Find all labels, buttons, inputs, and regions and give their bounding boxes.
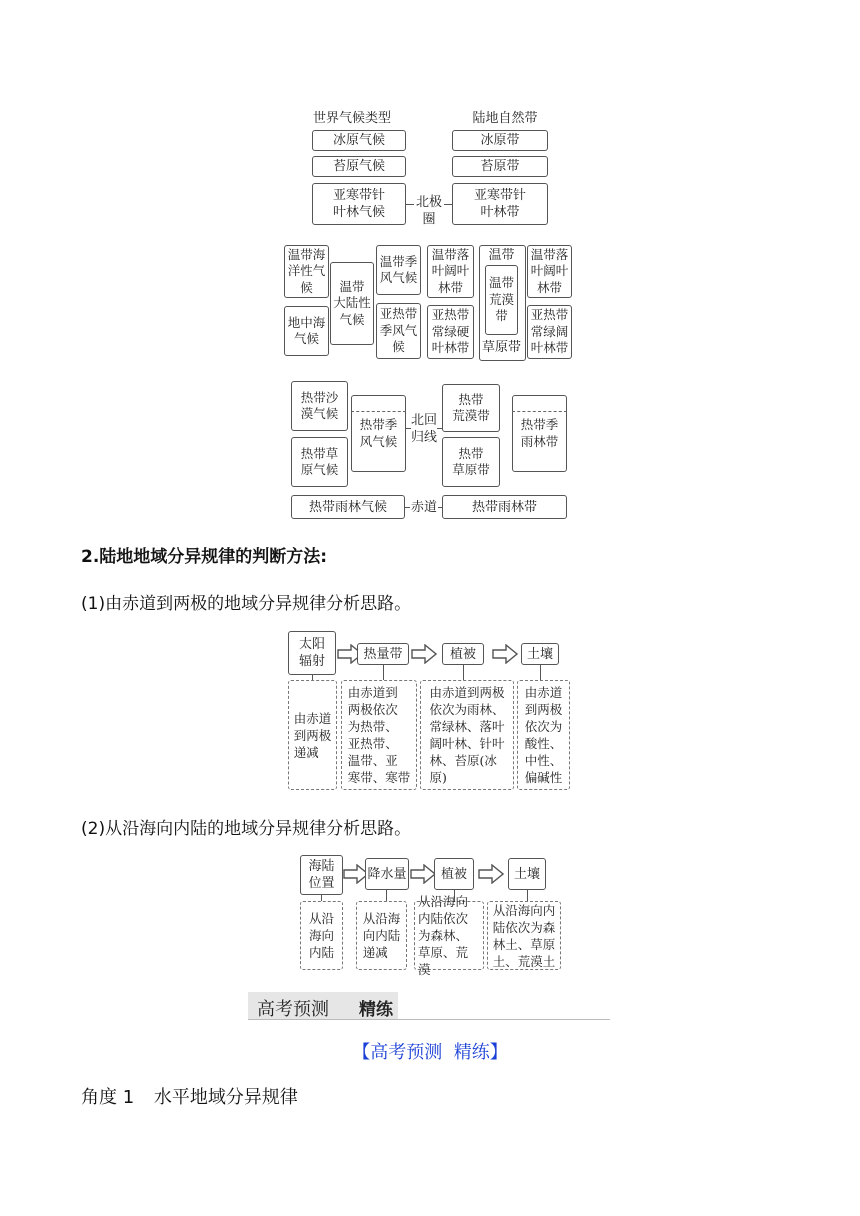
subsection-2-heading: (2)从沿海向内陆的地域分异规律分析思路。 [81, 819, 412, 839]
position-description-box: 从沿 海向 内陆 [300, 901, 343, 970]
subtropical-sclerophyll-forest-box: 亚热带 常绿硬 叶林带 [427, 305, 474, 359]
radiation-description-box: 由赤道 到两极 递减 [288, 680, 337, 790]
tundra-climate-box: 苔原气候 [312, 156, 406, 177]
ice-climate-box: 冰原气候 [312, 130, 406, 151]
tropical-desert-zone-box: 热带 荒漠带 [442, 384, 500, 432]
vegetation-description-box: 由赤道到两极 依次为雨林、 常绿林、落叶 阔叶林、针叶 林、苔原(冰 原) [420, 680, 514, 790]
connector [383, 665, 384, 680]
temperate-maritime-climate-box: 温带海 洋性气 候 [284, 245, 329, 298]
temperate-continental-climate-box: 温带 大陆性 气候 [330, 262, 374, 345]
connector [463, 665, 464, 680]
solar-radiation-box: 太阳 辐射 [288, 631, 336, 675]
vegetation-description-box-2: 从沿海向 内陆依次 为森林、 草原、荒漠 [414, 901, 484, 970]
connector [540, 665, 541, 680]
mediterranean-climate-box: 地中海 气候 [284, 306, 329, 356]
banner-title: 高考预测 [257, 999, 329, 1020]
temperate-deciduous-forest-east-box: 温带落 叶阔叶 林带 [527, 245, 572, 298]
temperate-monsoon-climate-box: 温带季 风气候 [376, 245, 421, 295]
temperate-deciduous-forest-box: 温带落 叶阔叶 林带 [427, 245, 474, 298]
banner-subtitle: 精练 [359, 1000, 393, 1020]
tropical-rainforest-zone-box: 热带雨林带 [442, 495, 567, 519]
tropic-of-cancer-label: 北回 归线 [410, 413, 437, 445]
angle-heading [81, 1083, 298, 1109]
heat-zone-box: 热量带 [357, 643, 409, 665]
right-arrow-icon [411, 644, 437, 664]
angle-label: 角度 1 [81, 1087, 135, 1108]
tundra-zone-box: 苔原带 [452, 156, 548, 177]
subarctic-climate-box: 亚寒带针 叶林气候 [312, 183, 406, 225]
tropic-dashed-line [512, 411, 567, 412]
angle-text: 水平地域分异规律 [153, 1087, 298, 1108]
heat-zone-description-box: 由赤道到 两极依次 为热带、 亚热带、 温带、亚 寒带、寒带 [341, 680, 417, 790]
soil-box-2: 土壤 [508, 858, 546, 890]
tropical-monsoon-forest-box: 热带季 雨林带 [512, 395, 567, 472]
vegetation-box: 植被 [442, 643, 484, 665]
subsection-1-heading: (1)由赤道到两极的地域分异规律分析思路。 [81, 594, 412, 614]
temperate-label: 温带 [488, 248, 515, 263]
right-arrow-icon [478, 864, 504, 884]
connector [527, 890, 528, 901]
section-heading: 2.陆地地域分异规律的判断方法: [81, 547, 328, 567]
natural-zone-header: 陆地自然带 [472, 111, 538, 126]
right-arrow-icon [410, 864, 436, 884]
tropical-savanna-zone-box: 热带 草原带 [442, 437, 500, 487]
subtropical-evergreen-forest-box: 亚热带 常绿阔 叶林带 [527, 305, 572, 359]
subtropical-monsoon-climate-box: 亚热带 季风气 候 [376, 303, 421, 359]
soil-description-box-2: 从沿海向内 陆依次为森 林土、草原 土、荒漠土 [487, 901, 561, 970]
equator-label: 赤道 [410, 500, 437, 515]
tropical-savanna-climate-box: 热带草 原气候 [291, 437, 348, 487]
connector [444, 204, 452, 205]
tropical-monsoon-climate-box: 热带季 风气候 [351, 395, 406, 472]
soil-description-box: 由赤道 到两极 依次为 酸性、 中性、 偏碱性 [517, 680, 570, 790]
tropic-dashed-line [351, 411, 406, 412]
section-subtitle: 【高考预测 精练】 [352, 1042, 508, 1063]
climate-type-header: 世界气候类型 [312, 111, 391, 126]
tropical-desert-climate-box: 热带沙 漠气候 [291, 381, 348, 431]
right-arrow-icon [492, 644, 518, 664]
land-sea-position-box: 海陆 位置 [300, 855, 343, 895]
tropical-rainforest-climate-box: 热带雨林气候 [291, 495, 405, 519]
connector [386, 890, 387, 901]
precipitation-box: 降水量 [365, 858, 409, 890]
subarctic-zone-box: 亚寒带针 叶林带 [452, 183, 548, 225]
section-banner [248, 992, 610, 1020]
vegetation-box-2: 植被 [434, 858, 474, 890]
grassland-label: 草原带 [481, 340, 521, 355]
soil-box: 土壤 [521, 643, 559, 665]
arctic-circle-label: 北极 圈 [415, 195, 442, 227]
temperate-desert-box: 温带 荒漠 带 [485, 265, 518, 335]
precipitation-description-box: 从沿海 向内陆 递减 [356, 901, 407, 970]
ice-zone-box: 冰原带 [452, 130, 548, 151]
